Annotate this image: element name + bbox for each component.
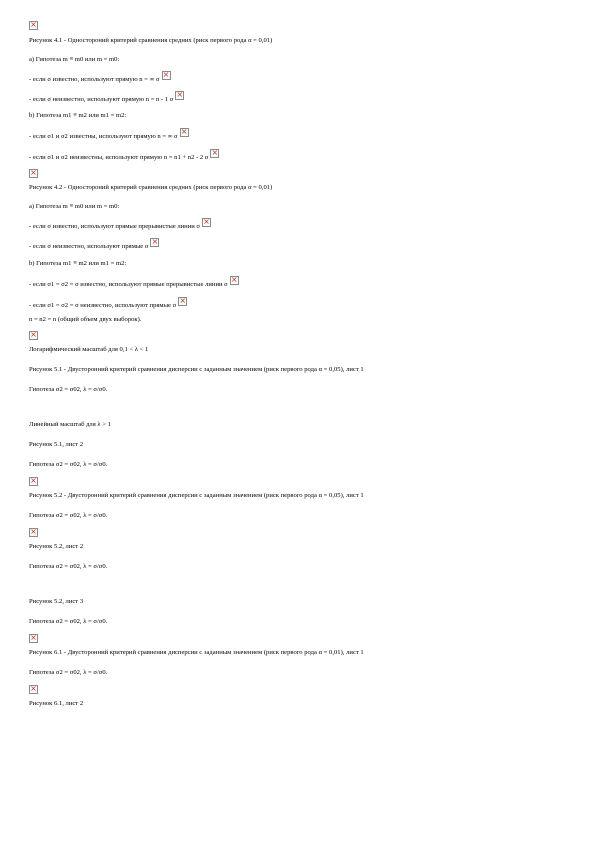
broken-image-icon	[202, 218, 211, 227]
caption-text: Рисунок 4.2 - Одностороний критерий сравнения средних (риск первого рода α = 0,01)	[29, 184, 273, 191]
caption-text: Рисунок 6.1, лист 2	[29, 700, 84, 707]
list-item-text: - если σ1 = σ2 = σ известно, используют прямые прерывистые линии σ	[29, 281, 228, 288]
figure-caption	[29, 441, 569, 449]
broken-image-figure	[29, 525, 569, 537]
broken-image-icon	[175, 91, 184, 100]
broken-image-icon	[150, 238, 159, 247]
list-item	[29, 75, 569, 84]
list-item	[29, 280, 569, 289]
list-item	[29, 222, 569, 231]
hypothesis-text: Гипотеза σ2 = σ02, λ = σ/σ0.	[29, 386, 108, 393]
broken-image-icon	[29, 169, 38, 178]
broken-image-figure	[29, 682, 569, 694]
hypothesis-text: Гипотеза σ2 = σ02, λ = σ/σ0.	[29, 618, 108, 625]
figure-caption	[29, 184, 569, 192]
caption-text: Рисунок 5.2, лист 2	[29, 543, 84, 550]
figure-caption	[29, 492, 569, 500]
list-item-text: - если σ1 = σ2 = σ неизвестно, используют прямые σ	[29, 302, 177, 309]
list-item	[29, 301, 569, 310]
hypothesis-line	[29, 386, 569, 394]
list-item	[29, 95, 569, 104]
hypothesis-line	[29, 512, 569, 520]
scale-label-text: Линейный масштаб для λ > 1	[29, 421, 111, 428]
figure-caption	[29, 649, 569, 657]
hypothesis-line	[29, 669, 569, 677]
figure-caption	[29, 543, 569, 551]
scale-label	[29, 421, 569, 429]
broken-image-icon	[29, 685, 38, 694]
hypothesis-line	[29, 461, 569, 469]
broken-image-icon	[180, 128, 189, 137]
hypothesis-line	[29, 563, 569, 571]
figure-caption	[29, 700, 569, 708]
hypothesis-heading	[29, 203, 569, 211]
list-item-text: - если σ известно, используют прямые прерывистые линии σ	[29, 223, 200, 230]
list-item-text: - если σ неизвестно, используют прямые σ	[29, 243, 149, 250]
caption-text: Рисунок 5.1 - Двусторонний критерий сравнения дисперсии с заданным значением (риск первого рода α = 0,05), лист 1	[29, 366, 364, 373]
hypothesis-text: a) Гипотеза m ≡ m0 или m = m0:	[29, 203, 120, 210]
list-item-text: - если σ неизвестно, используют прямую n = n - 1 σ	[29, 96, 174, 103]
broken-image-icon	[29, 477, 38, 486]
hypothesis-line	[29, 618, 569, 626]
hypothesis-text: Гипотеза σ2 = σ02, λ = σ/σ0.	[29, 461, 108, 468]
caption-text: Рисунок 5.1, лист 2	[29, 441, 84, 448]
document-body	[29, 16, 569, 708]
paragraph	[29, 316, 569, 324]
broken-image-icon	[162, 71, 171, 80]
scale-label	[29, 346, 569, 354]
hypothesis-text: b) Гипотеза m1 ≡ m2 или m1 = m2:	[29, 112, 127, 119]
list-item	[29, 132, 569, 141]
caption-text: Рисунок 5.2 - Двусторонний критерий сравнения дисперсии с заданным значением (риск первого рода α = 0,05), лист 1	[29, 492, 364, 499]
caption-text: Рисунок 4.1 - Одностороний критерий сравнения средних (риск первого рода α = 0,01)	[29, 37, 273, 44]
scale-label-text: Логарифмический масштаб для 0,1 < λ < 1	[29, 346, 149, 353]
figure-caption	[29, 366, 569, 374]
broken-image-icon	[230, 276, 239, 285]
list-item	[29, 242, 569, 251]
broken-image-icon	[29, 21, 38, 30]
hypothesis-heading	[29, 56, 569, 64]
hypothesis-text: a) Гипотеза m ≡ m0 или m = m0:	[29, 56, 120, 63]
hypothesis-text: Гипотеза σ2 = σ02, λ = σ/σ0.	[29, 563, 108, 570]
list-item-text: - если σ известно, используют прямую n = ∞ σ	[29, 76, 160, 83]
broken-image-icon	[29, 528, 38, 537]
broken-image-figure	[29, 166, 569, 178]
figure-caption	[29, 37, 569, 45]
list-item-text: - если σ1 и σ2 известны, используют прямую n = ∞ σ	[29, 133, 178, 140]
hypothesis-heading	[29, 112, 569, 120]
broken-image-figure	[29, 328, 569, 340]
caption-text: Рисунок 5.2, лист 3	[29, 598, 84, 605]
broken-image-figure	[29, 631, 569, 643]
list-item	[29, 153, 569, 162]
paragraph-text: n = n2 = n (общий объем двух выборок).	[29, 316, 142, 323]
broken-image-figure	[29, 474, 569, 486]
broken-image-icon	[29, 634, 38, 643]
hypothesis-heading	[29, 260, 569, 268]
hypothesis-text: Гипотеза σ2 = σ02, λ = σ/σ0.	[29, 669, 108, 676]
hypothesis-text: b) Гипотеза m1 ≡ m2 или m1 = m2:	[29, 260, 127, 267]
caption-text: Рисунок 6.1 - Двусторонний критерий сравнения дисперсии с заданным значением (риск первого рода α = 0,01), лист 1	[29, 649, 364, 656]
broken-image-figure	[29, 18, 569, 30]
hypothesis-text: Гипотеза σ2 = σ02, λ = σ/σ0.	[29, 512, 108, 519]
broken-image-icon	[178, 297, 187, 306]
list-item-text: - если σ1 и σ2 неизвестны, используют прямую n = n1 + n2 - 2 σ	[29, 154, 209, 161]
broken-image-icon	[29, 331, 38, 340]
figure-caption	[29, 598, 569, 606]
broken-image-icon	[210, 149, 219, 158]
